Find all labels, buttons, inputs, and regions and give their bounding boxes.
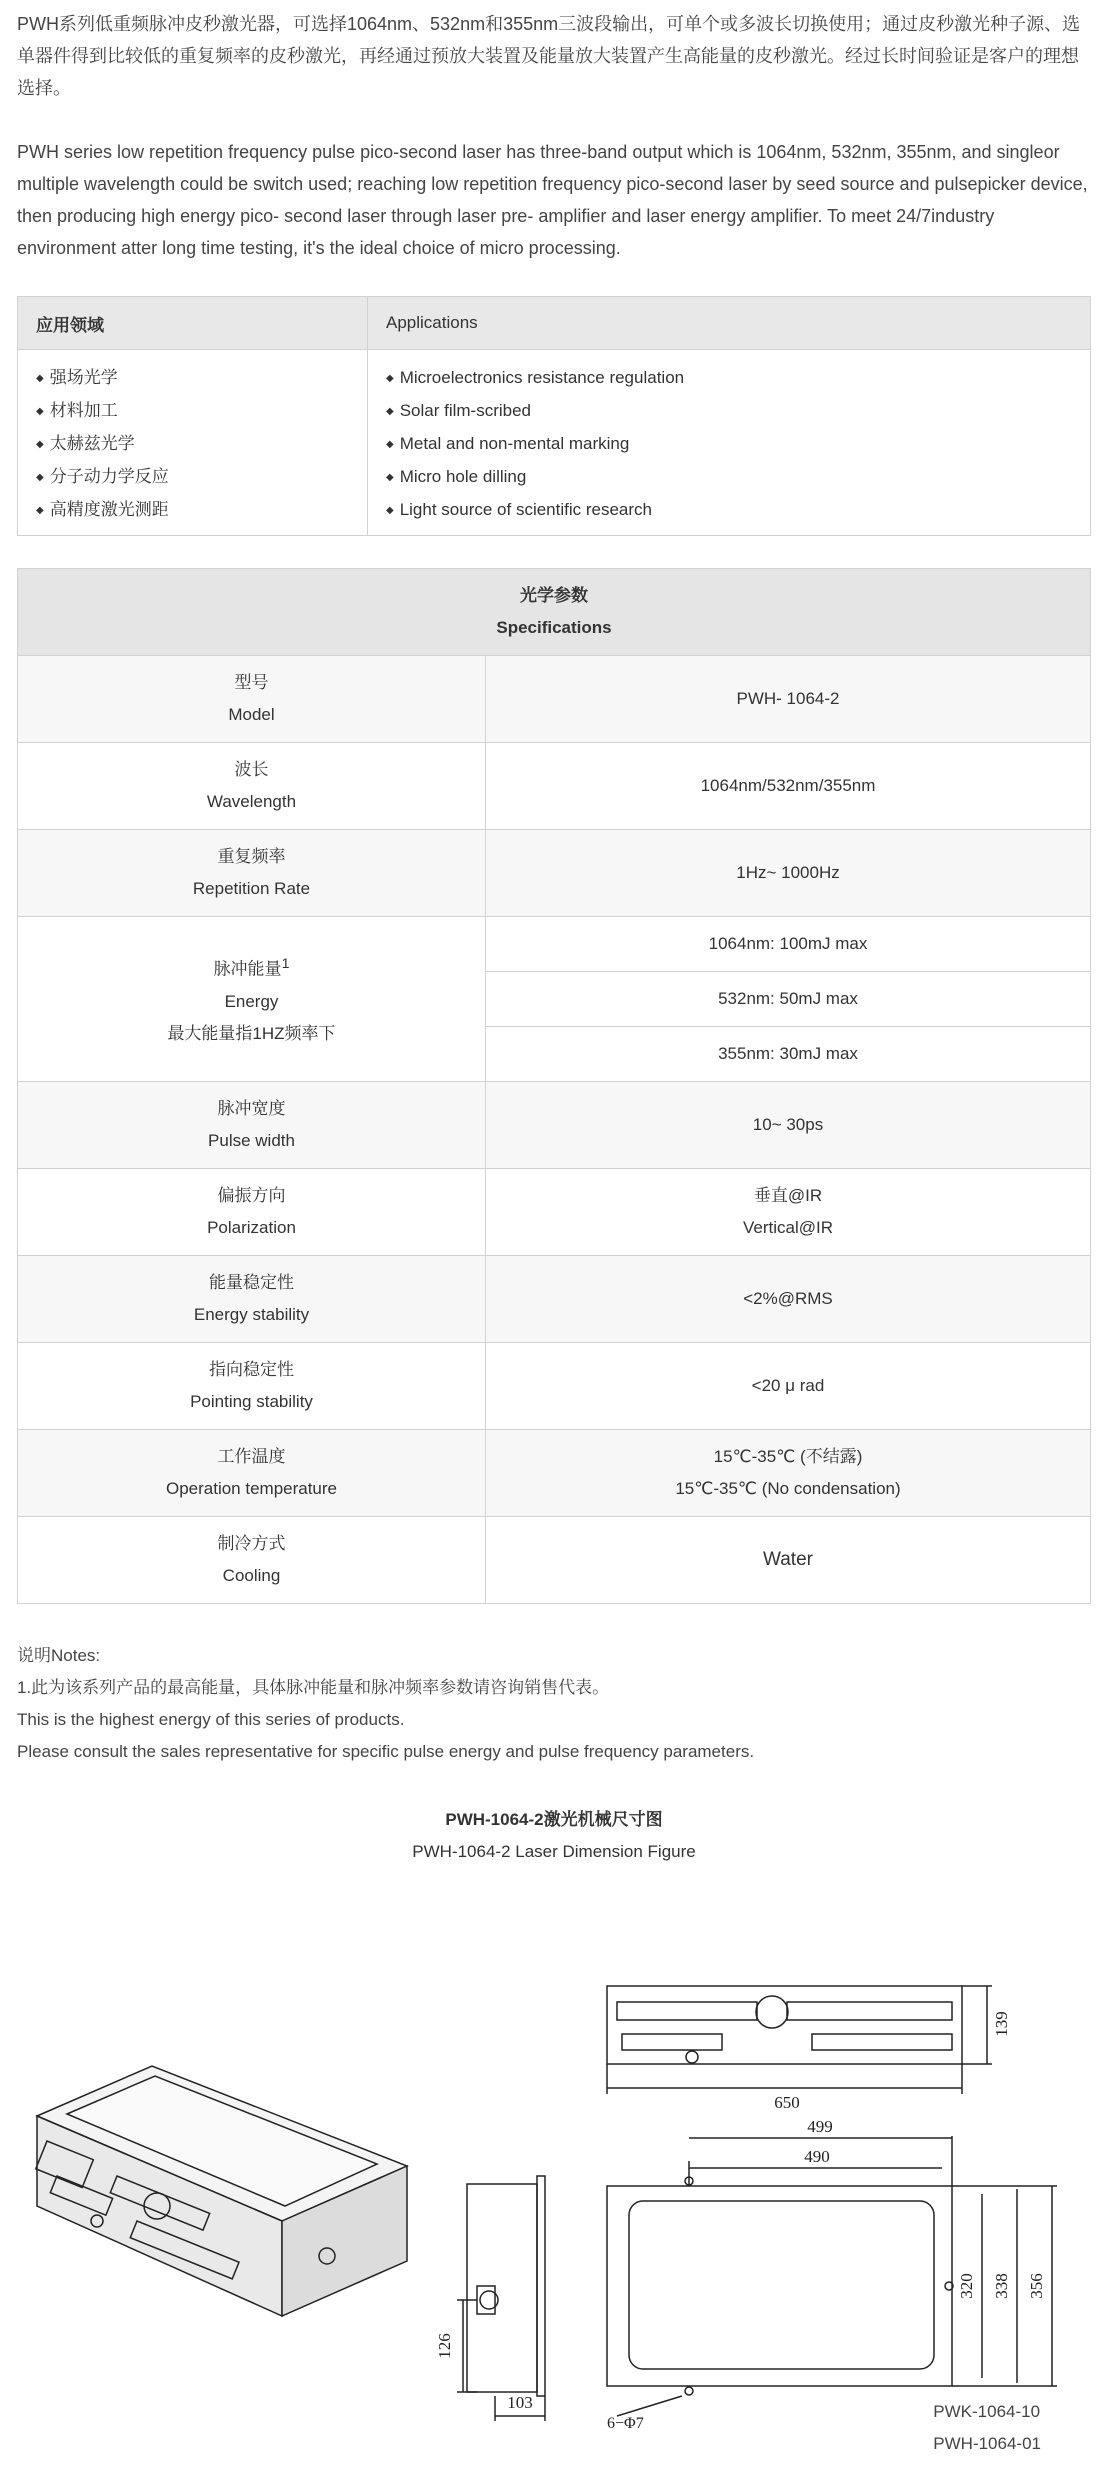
- param-value-en: 15℃-35℃ (No condensation): [675, 1479, 901, 1498]
- footnote-marker: 1: [281, 956, 290, 973]
- dimension-drawing: [17, 1876, 1091, 2476]
- dim-356-label: 356: [1027, 2273, 1046, 2299]
- applications-cn-list: [36, 362, 349, 527]
- param-value: 355nm: 30mJ max: [486, 1027, 1091, 1082]
- notes-section: [17, 1640, 1091, 1768]
- param-name-en: Pulse width: [208, 1131, 295, 1150]
- dim-338-label: 338: [992, 2273, 1011, 2299]
- param-name-en: Wavelength: [206, 792, 297, 811]
- param-name-cn: 重复频率: [217, 847, 286, 866]
- param-name-cn: 波长: [234, 760, 269, 779]
- specifications-table: [17, 568, 1091, 1604]
- table-row: [18, 1430, 1091, 1517]
- param-name-cn: [19, 948, 484, 986]
- param-value: 1064nm/532nm/355nm: [486, 743, 1091, 830]
- param-name-cn: 制冷方式: [217, 1534, 286, 1553]
- param-name: [18, 830, 486, 917]
- table-row: [18, 1343, 1091, 1430]
- table-row: [18, 1082, 1091, 1169]
- laser-top-view: [607, 2136, 1057, 2416]
- param-value-en: Vertical@IR: [742, 1218, 833, 1237]
- figure-title: [17, 1804, 1091, 1868]
- list-item: ◆ Micro hole dilling: [386, 461, 1072, 494]
- param-name-cn: 偏振方向: [217, 1186, 286, 1205]
- specifications-header: [18, 569, 1091, 656]
- notes-line: Please consult the sales representative for specific pulse energy and pulse frequency parameters.: [17, 1742, 755, 1761]
- param-value: <2%@RMS: [486, 1256, 1091, 1343]
- param-name-cn: 指向稳定性: [209, 1360, 294, 1379]
- param-name: [18, 1256, 486, 1343]
- list-item: ◆ Solar film-scribed: [386, 395, 1072, 428]
- laser-isometric-view: [36, 2066, 407, 2316]
- applications-en-list: [386, 362, 1072, 527]
- param-value: 532nm: 50mJ max: [486, 972, 1091, 1027]
- table-row: [18, 743, 1091, 830]
- list-item: ◆ Metal and non-mental marking: [386, 428, 1072, 461]
- param-name: [18, 743, 486, 830]
- applications-header-cn: 应用领域: [18, 297, 368, 350]
- table-row: [18, 1169, 1091, 1256]
- param-value: [486, 1430, 1091, 1517]
- param-name-cn: 脉冲宽度: [217, 1099, 286, 1118]
- energy-label-cn: 脉冲能量: [213, 959, 282, 979]
- param-name-en: Energy: [224, 991, 279, 1011]
- param-name-en: Pointing stability: [190, 1392, 313, 1411]
- table-row: [18, 1517, 1091, 1604]
- list-item: ◆ 太赫兹光学: [36, 428, 349, 461]
- param-name: [18, 1169, 486, 1256]
- hole-spec-label: 6−Φ7: [607, 2415, 644, 2432]
- dim-103-label: 103: [507, 2393, 533, 2412]
- param-value-cn: 15℃-35℃ (不结露): [713, 1447, 863, 1466]
- param-name: [18, 1517, 486, 1604]
- notes-line: This is the highest energy of this series of products.: [17, 1710, 405, 1729]
- param-name-en: Operation temperature: [165, 1479, 338, 1498]
- param-name-en: Repetition Rate: [192, 879, 311, 898]
- dim-499-label: 499: [807, 2117, 833, 2136]
- applications-en-cell: [368, 350, 1091, 536]
- intro-english: PWH series low repetition frequency pulse pico-second laser has three-band output which is 1064nm, 532nm, 355nm, and singleor multiple wavelength could be switch used; reaching low repetition frequency pico-second laser by seed source and pulsepicker device, then producing high energy pico- second laser through laser pre- amplifier and laser energy amplifier. To meet 24/7industry environment atter long time testing, it's the ideal choice of micro processing.: [17, 142, 1088, 258]
- dimension-figure: [17, 1876, 1091, 2476]
- applications-header-en: Applications: [368, 297, 1091, 350]
- param-name: [18, 1430, 486, 1517]
- param-name-cn: 工作温度: [217, 1447, 286, 1466]
- param-name-cn: 能量稳定性: [209, 1273, 294, 1292]
- list-item: ◆ 分子动力学反应: [36, 461, 349, 494]
- intro-chinese: PWH系列低重频脉冲皮秒激光器，可选择1064nm、532nm和355nm三波段输出，可单个或多波长切换使用；通过皮秒激光种子源、选单器件得到比较低的重复频率的皮秒激光，再经通过预放大装置及能量放大装置产生高能量的皮秒激光。经过长时间验证是客户的理想选择。: [17, 14, 1081, 98]
- notes-line: 1.此为该系列产品的最高能量，具体脉冲能量和脉冲频率参数请咨询销售代表。: [17, 1678, 610, 1697]
- list-item: ◆ 高精度激光测距: [36, 494, 349, 527]
- notes-title: 说明Notes:: [17, 1646, 101, 1665]
- param-name-en: Model: [228, 705, 275, 724]
- param-name-en: Energy stability: [193, 1305, 310, 1324]
- laser-side-view: [607, 1986, 992, 2094]
- table-row: [18, 656, 1091, 743]
- drawing-code: PWK-1064-10: [933, 2402, 1041, 2421]
- page-content: [17, 0, 1091, 2476]
- param-name-en: Cooling: [222, 1566, 281, 1585]
- dim-139-label: 139: [992, 2011, 1011, 2037]
- dim-650-label: 650: [774, 2093, 800, 2112]
- applications-table: [17, 296, 1091, 536]
- param-name: [18, 1343, 486, 1430]
- drawing-codes: [933, 2396, 1041, 2460]
- param-value: <20 μ rad: [486, 1343, 1091, 1430]
- param-name: [18, 656, 486, 743]
- list-item: ◆ Microelectronics resistance regulation: [386, 362, 1072, 395]
- list-item: ◆ 材料加工: [36, 395, 349, 428]
- list-item: ◆ 强场光学: [36, 362, 349, 395]
- param-name: [18, 917, 486, 1082]
- spec-title-en: Specifications: [496, 618, 612, 637]
- dim-320-label: 320: [957, 2273, 976, 2299]
- param-value: 1Hz~ 1000Hz: [486, 830, 1091, 917]
- param-name: [18, 1082, 486, 1169]
- param-value-cn: 垂直@IR: [753, 1186, 823, 1205]
- param-value: [486, 1169, 1091, 1256]
- figure-title-cn: PWH-1064-2激光机械尺寸图: [445, 1810, 663, 1829]
- param-name-cn: 型号: [234, 673, 269, 692]
- table-row: [18, 830, 1091, 917]
- dim-126-label: 126: [435, 2333, 454, 2359]
- param-value: PWH- 1064-2: [486, 656, 1091, 743]
- table-row: [18, 1256, 1091, 1343]
- param-name-en: Polarization: [207, 1218, 296, 1237]
- list-item: ◆ Light source of scientific research: [386, 494, 1072, 527]
- laser-end-view: [457, 2176, 545, 2421]
- applications-cn-cell: [18, 350, 368, 536]
- table-row: [18, 917, 1091, 972]
- param-note: 最大能量指1HZ频率下: [167, 1023, 336, 1043]
- drawing-code: PWH-1064-01: [933, 2434, 1041, 2453]
- param-value: 1064nm: 100mJ max: [486, 917, 1091, 972]
- param-value: 10~ 30ps: [486, 1082, 1091, 1169]
- spec-title-cn: 光学参数: [520, 586, 588, 605]
- figure-title-en: PWH-1064-2 Laser Dimension Figure: [412, 1842, 696, 1861]
- param-value: Water: [486, 1517, 1091, 1604]
- dim-490-label: 490: [804, 2147, 830, 2166]
